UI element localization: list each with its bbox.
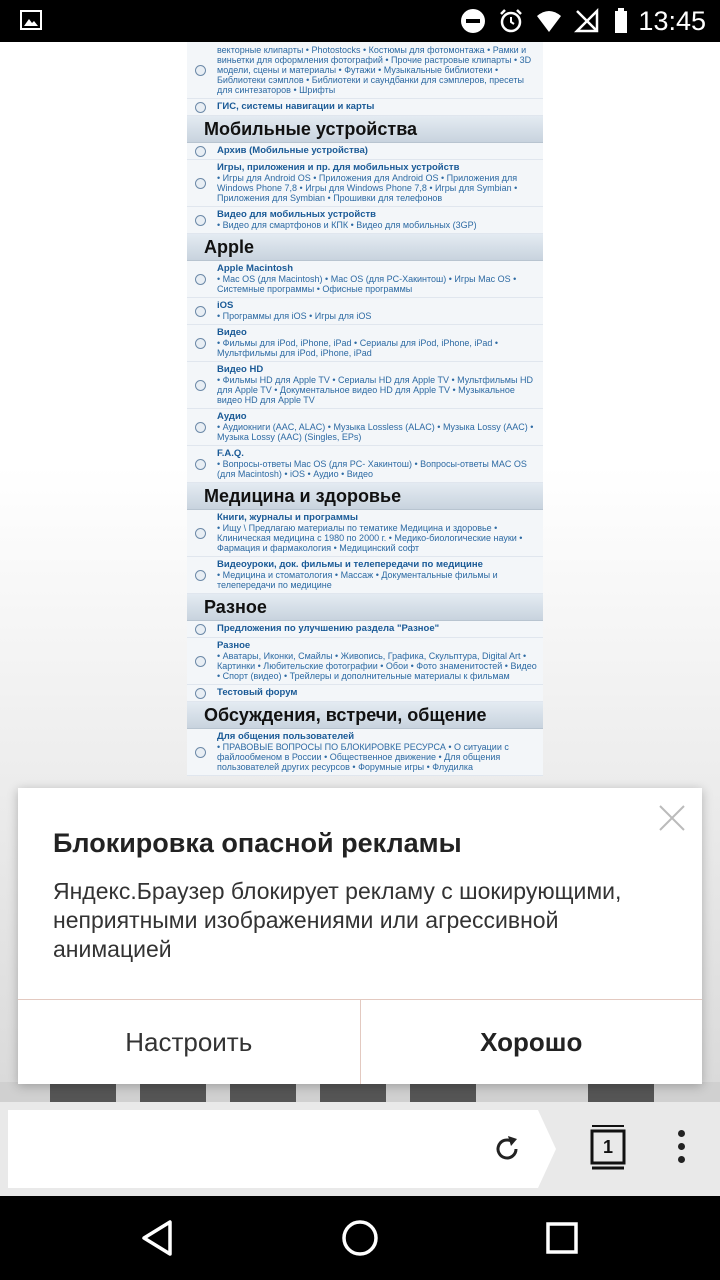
forum-row[interactable] bbox=[187, 638, 543, 685]
forum-icon bbox=[187, 298, 213, 324]
address-field[interactable] bbox=[8, 1110, 538, 1188]
forum-row-text bbox=[213, 729, 543, 775]
configure-button[interactable]: Настроить bbox=[18, 1000, 361, 1084]
forum-row-text bbox=[213, 638, 543, 684]
forum-title-link[interactable]: F.A.Q. bbox=[217, 448, 244, 459]
subforum-links[interactable]: • Медицина и стоматология • Массаж • Документальные фильмы и телепередачи по медицине bbox=[217, 570, 498, 590]
forum-icon bbox=[187, 685, 213, 701]
forum-icon bbox=[187, 325, 213, 361]
recents-icon[interactable] bbox=[540, 1216, 584, 1260]
address-field-arrow bbox=[538, 1110, 556, 1188]
forum-index bbox=[187, 42, 543, 776]
subforum-links[interactable]: • Игры для Android OS • Приложения для Android OS • Приложения для Windows Phone 7,8 • Игры для Windows Phone 7,8 • Игры для Symbian • Приложения для Symbian • Прошивки для телефонов bbox=[217, 173, 518, 203]
forum-row-text bbox=[213, 143, 543, 159]
forum-title-link[interactable]: ГИС, системы навигации и карты bbox=[217, 101, 375, 112]
forum-title-link[interactable]: Предложения по улучшению раздела "Разное" bbox=[217, 623, 440, 634]
forum-title-link[interactable]: Игры, приложения и пр. для мобильных устройств bbox=[217, 162, 460, 173]
subforum-links[interactable]: • Ищу \ Предлагаю материалы по тематике Медицина и здоровье • Клиническая медицина с 1980 по 2000 г. • Медико-биологические науки • Фармация и фармакология • Медицинский софт bbox=[217, 523, 523, 553]
forum-icon bbox=[187, 729, 213, 775]
forum-title-link[interactable]: Для общения пользователей bbox=[217, 731, 355, 742]
tabs-button[interactable] bbox=[586, 1122, 630, 1174]
back-icon[interactable] bbox=[136, 1216, 180, 1260]
forum-icon bbox=[187, 621, 213, 637]
forum-row-text bbox=[213, 207, 543, 233]
forum-icon bbox=[187, 409, 213, 445]
subforum-links[interactable]: • Видео для смартфонов и КПК • Видео для мобильных (3GP) bbox=[217, 220, 477, 230]
forum-row-text bbox=[213, 510, 543, 556]
forum-title-link[interactable]: Видео bbox=[217, 327, 247, 338]
tab-count: 1 bbox=[602, 1137, 613, 1157]
clock: 13:45 bbox=[638, 6, 706, 36]
forum-row-text bbox=[213, 362, 543, 408]
forum-row[interactable] bbox=[187, 298, 543, 325]
ad-blocking-dialog bbox=[18, 788, 702, 1084]
ok-button[interactable]: Хорошо bbox=[480, 1026, 583, 1057]
forum-icon bbox=[187, 362, 213, 408]
forum-row-text bbox=[213, 261, 543, 297]
forum-icon bbox=[187, 143, 213, 159]
alarm-icon bbox=[498, 8, 524, 34]
status-bar bbox=[0, 0, 720, 42]
subforum-links[interactable]: • ПРАВОВЫЕ ВОПРОСЫ ПО БЛОКИРОВКЕ РЕСУРСА • О ситуации с файлообменом в России • Общественное движение • Для общения пользователей других ресурсов • Форумные игры • Флудилка bbox=[217, 742, 509, 772]
forum-row-text bbox=[213, 557, 543, 593]
forum-title-link[interactable]: Видео HD bbox=[217, 364, 264, 375]
forum-title-link[interactable]: Архив (Мобильные устройства) bbox=[217, 145, 368, 156]
dialog-buttons bbox=[18, 999, 702, 1084]
forum-icon bbox=[187, 207, 213, 233]
forum-title-link[interactable]: Аудио bbox=[217, 411, 247, 422]
forum-row[interactable] bbox=[187, 621, 543, 638]
category-header[interactable]: Обсуждения, встречи, общение bbox=[187, 702, 543, 729]
subforum-links[interactable]: • Mac OS (для Macintosh) • Mac OS (для PC-Хакинтош) • Игры Mac OS • Системные программы • Офисные программы bbox=[217, 274, 517, 294]
forum-title-link[interactable]: iOS bbox=[217, 300, 234, 311]
forum-row[interactable] bbox=[187, 207, 543, 234]
forum-icon bbox=[187, 99, 213, 115]
gallery-notification-icon bbox=[20, 10, 42, 30]
forum-row-text bbox=[213, 685, 543, 701]
browser-omnibar bbox=[0, 1102, 720, 1196]
forum-icon bbox=[187, 638, 213, 684]
forum-title-link[interactable]: Apple Macintosh bbox=[217, 263, 294, 274]
battery-icon bbox=[608, 8, 634, 34]
forum-row[interactable] bbox=[187, 729, 543, 776]
forum-row-text bbox=[213, 42, 543, 98]
subforum-links[interactable]: • Программы для iOS • Игры для iOS bbox=[217, 311, 372, 321]
home-icon[interactable] bbox=[338, 1216, 382, 1260]
forum-title-link[interactable]: Разное bbox=[217, 640, 251, 651]
dialog-message: Яндекс.Браузер блокирует рекламу с шокирующими, неприятными изображениями или агрессивной анимацией bbox=[53, 878, 622, 962]
subforum-links[interactable]: • Аудиокниги (AAC, ALAC) • Музыка Lossless (ALAC) • Музыка Lossy (AAC) • Музыка Lossy (AAC) (Singles, EPs) bbox=[217, 422, 534, 442]
forum-row[interactable] bbox=[187, 261, 543, 298]
forum-row-text bbox=[213, 160, 543, 206]
subforum-links[interactable]: • Вопросы-ответы Mac OS (для PC- Хакинтош) • Вопросы-ответы MAC OS (для Macintosh) • iOS • Аудио • Видео bbox=[217, 459, 527, 479]
forum-row[interactable] bbox=[187, 160, 543, 207]
forum-title-link[interactable]: Тестовый форум bbox=[217, 687, 298, 698]
forum-row[interactable] bbox=[187, 362, 543, 409]
menu-icon[interactable] bbox=[670, 1130, 692, 1170]
category-header[interactable]: Мобильные устройства bbox=[187, 116, 543, 143]
wifi-icon bbox=[536, 8, 562, 34]
forum-title-link[interactable]: Видеоуроки, док. фильмы и телепередачи по медицине bbox=[217, 559, 483, 570]
forum-icon bbox=[187, 446, 213, 482]
forum-icon bbox=[187, 510, 213, 556]
forum-row-text bbox=[213, 298, 543, 324]
forum-row[interactable] bbox=[187, 143, 543, 160]
do-not-disturb-icon bbox=[460, 8, 486, 34]
subforum-links[interactable]: • Фильмы для iPod, iPhone, iPad • Сериалы для iPod, iPhone, iPad • Мультфильмы для iPod, iPhone, iPad bbox=[217, 338, 499, 358]
category-header[interactable]: Apple bbox=[187, 234, 543, 261]
reload-icon[interactable] bbox=[490, 1132, 524, 1166]
forum-icon bbox=[187, 557, 213, 593]
forum-row[interactable] bbox=[187, 42, 543, 99]
subforum-links[interactable]: • Аватары, Иконки, Смайлы • Живопись, Графика, Скульптура, Digital Art • Картинки • Любительские фотографии • Обои • Фото знаменитостей • Видео • Спорт (видео) • Трейлеры и дополнительные материалы к фильмам bbox=[217, 651, 537, 681]
forum-title-link[interactable]: Видео для мобильных устройств bbox=[217, 209, 376, 220]
subforum-links[interactable]: векторные клипарты • Photostocks • Костюмы для фотомонтажа • Рамки и виньетки для оформления фотографий • Прочие растровые клипарты • 3D модели, сцены и материалы • Футажи • Музыкальные библиотеки • Библиотеки сэмплов • Библиотеки и саундбанки для сэмплеров, пресеты для синтезаторов • Шрифты bbox=[217, 45, 532, 95]
no-signal-icon bbox=[574, 8, 600, 34]
forum-icon bbox=[187, 42, 213, 98]
category-header[interactable]: Разное bbox=[187, 594, 543, 621]
subforum-links[interactable]: • Фильмы HD для Apple TV • Сериалы HD для Apple TV • Мультфильмы HD для Apple TV • Документальное видео HD для Apple TV • Музыкальное видео HD для Apple TV bbox=[217, 375, 533, 405]
forum-row-text bbox=[213, 409, 543, 445]
forum-row[interactable] bbox=[187, 99, 543, 116]
dialog-title: Блокировка опасной рекламы bbox=[53, 828, 462, 858]
system-navigation-bar bbox=[0, 1196, 720, 1280]
forum-row-text bbox=[213, 325, 543, 361]
forum-title-link[interactable]: Книги, журналы и программы bbox=[217, 512, 358, 523]
category-header[interactable]: Медицина и здоровье bbox=[187, 483, 543, 510]
forum-row[interactable] bbox=[187, 446, 543, 483]
forum-row-text bbox=[213, 99, 543, 115]
forum-row[interactable] bbox=[187, 685, 543, 702]
forum-icon bbox=[187, 160, 213, 206]
forum-row-text bbox=[213, 446, 543, 482]
forum-row[interactable] bbox=[187, 510, 543, 557]
forum-row-text bbox=[213, 621, 543, 637]
forum-icon bbox=[187, 261, 213, 297]
forum-row[interactable] bbox=[187, 325, 543, 362]
forum-row[interactable] bbox=[187, 409, 543, 446]
forum-row[interactable] bbox=[187, 557, 543, 594]
close-icon[interactable] bbox=[658, 804, 686, 832]
